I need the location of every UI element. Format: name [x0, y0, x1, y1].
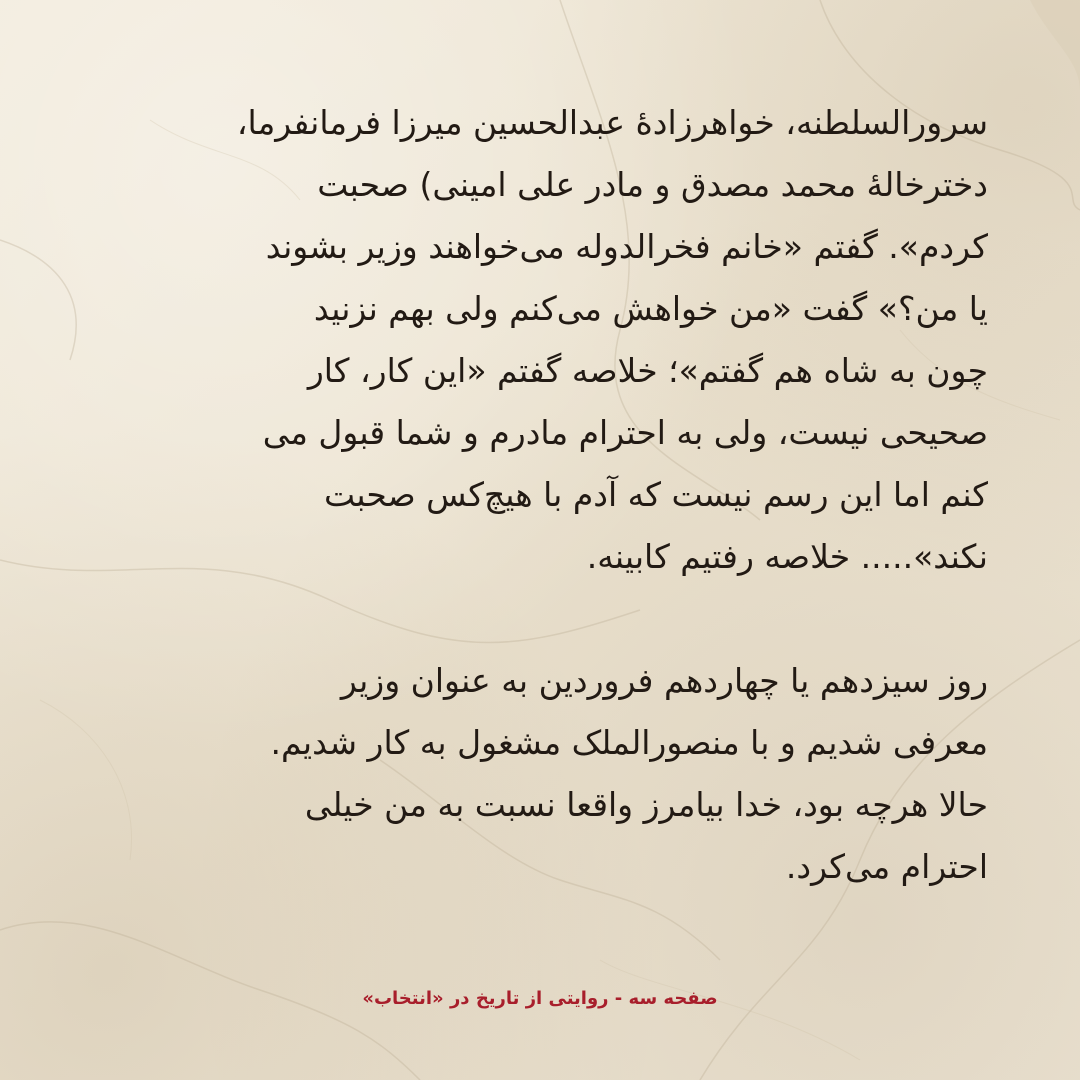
paragraph-2: روز سیزدهم یا چهاردهم فروردین به عنوان وزیر معرفی شدیم و با منصورالملک مشغول به کار شدیم. حالا هرچه بود، خدا بیامرز واقعا نسبت به من خیلی احترام می‌کرد. — [270, 661, 988, 886]
page-footer-credit: صفحه سه - روایتی از تاریخ در «انتخاب» — [362, 988, 718, 1009]
paragraph-1: سرورالسلطنه، خواهرزادۀ عبدالحسین میرزا فرمانفرما، دخترخالۀ محمد مصدق و مادر علی امینی) صحبت کردم». گفتم «خانم فخرالدوله می‌خواهند وزیر بشوند یا من؟» گفت «من خواهش می‌کنم ولی بهم نزنید چون به شاه هم گفتم»؛ خلاصه گفتم «این کار، کار صحیحی نیست، ولی به احترام مادرم و شما قبول می کنم اما این رسم نیست که آدم با هیچ‌کس صحبت نکند»..... خلاصه رفتیم کابینه. — [236, 103, 988, 576]
paragraph-spacer — [92, 588, 988, 650]
article-body — [92, 92, 988, 898]
